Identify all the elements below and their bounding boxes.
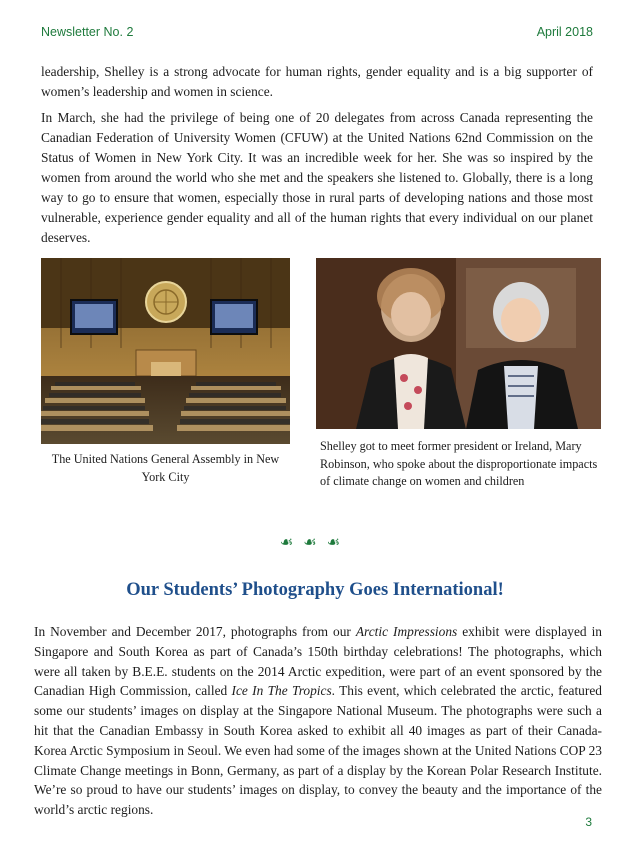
- paragraph-text: exhibit were displayed in Singapore and South Korea as part of Canada’s 150th birthday celebrations! The photographs, which were all taken by B.E.E. students on the 2014 Arctic expedition, were part of an event sponsored by the Canadian High Commission, called: [34, 624, 602, 699]
- photo-caption: Shelley got to meet former president or Ireland, Mary Robinson, who spoke about the disproportionate impacts of climate change on women and children: [320, 439, 598, 488]
- un-assembly-illustration: [41, 258, 290, 444]
- photo-caption: The United Nations General Assembly in New York City: [51, 452, 280, 484]
- article-paragraph: leadership, Shelley is a strong advocate for human rights, gender equality and is a big supporter of women’s leadership and women in science.: [41, 64, 593, 99]
- issue-date: April 2018: [536, 25, 593, 39]
- paragraph-text: In November and December 2017, photographs from our: [34, 624, 356, 639]
- event-name: Ice In The Tropics: [231, 683, 332, 699]
- page-number: 3: [585, 815, 592, 829]
- exhibit-name: Arctic Impressions: [355, 624, 458, 639]
- article-title: Our Students’ Photography Goes International!: [126, 580, 504, 600]
- section-divider: [0, 533, 630, 552]
- leaf-ornament-icon: ☙: [279, 535, 304, 551]
- article-paragraph: In March, she had the privilege of being one of 20 delegates from across Canada representing the Canadian Federation of University Women (CFUW) at the United Nations 62nd Commission on the Status of Women in New York City. It was an incredible week for her. She was so inspired by the women from around the world who she met and the speakers she listened to. Globally, there is a long way to go to ensure that women, especially those in rural parts of developing nations and those most vulnerable, experience gender equality and all of the human rights that every individual on our planet deserves.: [41, 110, 593, 245]
- newsletter-number: Newsletter No. 2: [41, 25, 134, 39]
- paragraph-text: . This event, which celebrated the arctic, featured some our students’ images on display at the Singapore National Museum. The photographs were such a hit that the Canadian Embassy in South Korea asked to exhibit all 40 images as part of their Canada-Korea Arctic Symposium in Seoul. We even had some of the images shown at the United Nations COP 23 Climate Change meetings in Bonn, Germany, as part of a display by the Korean Polar Research Institute. We’re so proud to have our students’ images on display, to convey the beauty and the importance of the world’s arctic regions.: [34, 683, 602, 818]
- article-paragraph: [34, 622, 602, 820]
- portrait-illustration: [316, 258, 601, 429]
- un-general-assembly-photo: [41, 258, 290, 444]
- shelley-mary-robinson-photo: [316, 258, 601, 429]
- leaf-ornament-icon: ☙: [326, 535, 351, 551]
- leaf-ornament-icon: ☙: [303, 535, 327, 551]
